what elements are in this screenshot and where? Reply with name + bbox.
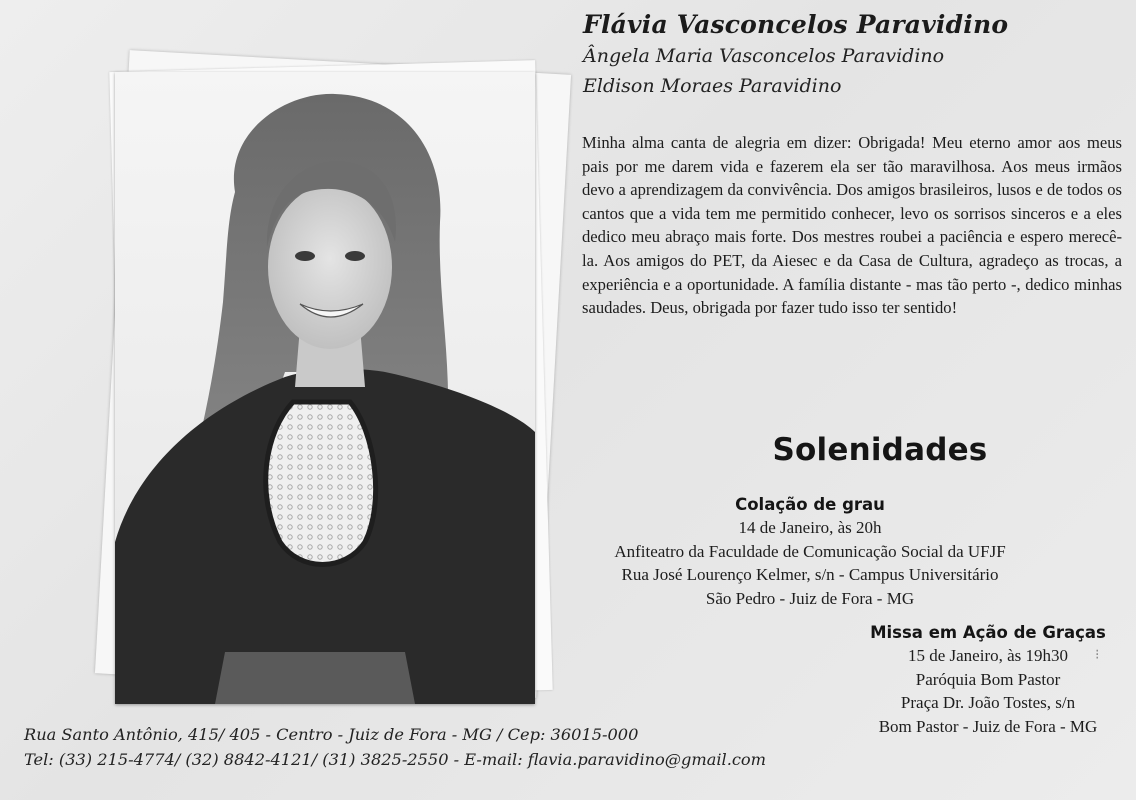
postal-address: Rua Santo Antônio, 415/ 405 - Centro - Juiz de Fora - MG / Cep: 36015-000	[24, 725, 639, 744]
graduation-ceremony-city: São Pedro - Juiz de Fora - MG	[705, 588, 915, 608]
ceremonies-title: Solenidades	[772, 432, 988, 468]
graduation-ceremony-date: 14 de Janeiro, às 20h	[738, 518, 882, 537]
sparkle-icon: ⁝	[1095, 647, 1100, 663]
thanksgiving-mass-city: Bom Pastor - Juiz de Fora - MG	[878, 716, 1098, 736]
parent-name-father: Eldison Moraes Paravidino	[583, 75, 842, 97]
thanksgiving-mass-street: Praça Dr. João Tostes, s/n	[900, 693, 1076, 712]
graduation-ceremony-venue: Anfiteatro da Faculdade de Comunicação Social da UFJF	[614, 541, 1006, 561]
contact-footer	[24, 722, 766, 772]
graduate-portrait-photo	[115, 72, 535, 704]
graduation-ceremony-title: Colação de grau	[735, 495, 885, 514]
portrait-illustration	[115, 72, 535, 704]
thanksgiving-mass-block	[858, 622, 1118, 738]
thanksgiving-mass-venue: Paróquia Bom Pastor	[915, 669, 1061, 689]
graduation-ceremony-block	[560, 494, 1060, 610]
thank-you-message: Minha alma canta de alegria em dizer: Obrigada! Meu eterno amor aos meus pais por me darem vida e fazerem ela ser tão maravilhosa. Aos meus irmãos devo a aprendizagem da convivência. Dos amigos brasileiros, lusos e de todos os cantos que a vida tem me permitido conhecer, levo os sorrisos sinceros e a eles dedico meu abraço mais forte. Dos mestres roubei a paciência e espero merecê-la. Aos amigos do PET, da Aiesec e da Casa de Cultura, agradeço as trocas, a experiência e a oportunidade. A família distante - mas tão perto -, dedico minhas saudades. Deus, obrigada por fazer tudo isso ter sentido!	[582, 133, 1122, 318]
graduation-ceremony-street: Rua José Lourenço Kelmer, s/n - Campus Universitário	[621, 565, 999, 584]
thanksgiving-mass-date: 15 de Janeiro, às 19h30	[907, 646, 1069, 665]
phone-email-line: Tel: (33) 215-4774/ (32) 8842-4121/ (31) 3825-2550 - E-mail: flavia.paravidino@gmail.com	[24, 750, 767, 769]
graduate-name: Flávia Vasconcelos Paravidino	[583, 10, 1009, 39]
thanksgiving-mass-title: Missa em Ação de Graças	[870, 623, 1106, 642]
parent-name-mother: Ângela Maria Vasconcelos Paravidino	[583, 45, 945, 67]
